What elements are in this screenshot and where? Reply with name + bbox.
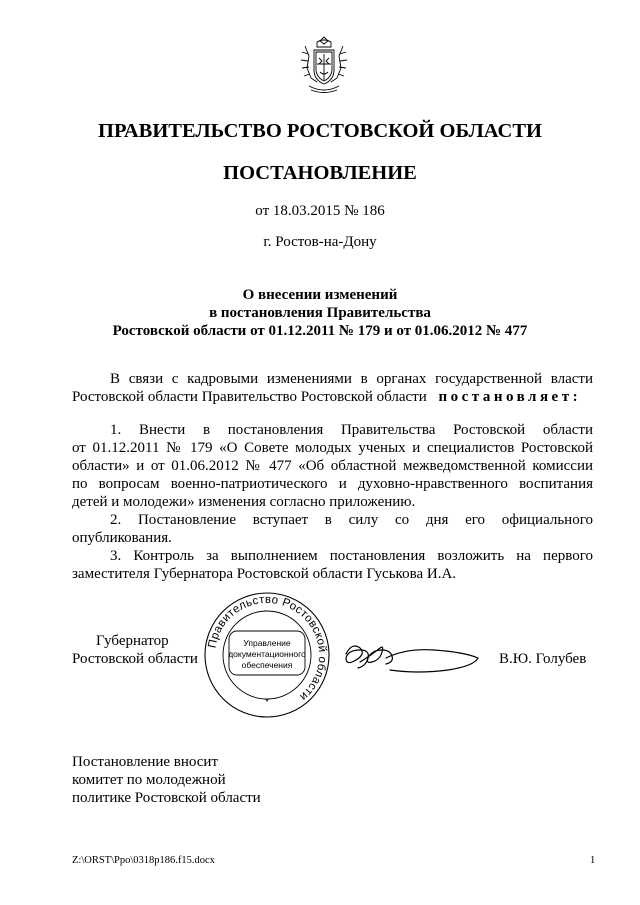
organization-title: ПРАВИТЕЛЬСТВО РОСТОВСКОЙ ОБЛАСТИ bbox=[98, 120, 542, 142]
text-line: заместителя Губернатора Ростовской области Гуськова И.А. bbox=[72, 566, 457, 582]
page-number: 1 bbox=[590, 855, 596, 866]
subject-line: Ростовской области от 01.12.2011 № 179 и от 01.06.2012 № 477 bbox=[112, 323, 528, 339]
governor-title-line2: Ростовской области bbox=[72, 651, 198, 667]
text-line: 3. Контроль за выполнением постановления возложить на первого bbox=[110, 548, 593, 564]
stamp-inner-line: документационного bbox=[228, 649, 306, 659]
coat-of-arms-emblem bbox=[297, 34, 351, 96]
subject-heading bbox=[0, 286, 640, 340]
text-line: 1. Внести в постановления Правительства Ростовской области bbox=[110, 422, 593, 438]
decree-keyword: постановляет: bbox=[438, 389, 582, 405]
text-line bbox=[72, 388, 593, 406]
handwritten-signature bbox=[340, 636, 480, 678]
text-line: детей и молодежи» изменения согласно приложению. bbox=[72, 494, 416, 510]
text-fragment: Ростовской области Правительство Ростовской области bbox=[72, 389, 427, 405]
decree-item-1 bbox=[72, 421, 593, 511]
decree-item-2 bbox=[72, 511, 593, 547]
subject-line: в постановления Правительства bbox=[209, 305, 431, 321]
text-line: опубликования. bbox=[72, 530, 172, 546]
submitter-block bbox=[72, 753, 261, 807]
stamp-outer-text: Правительство Ростовской области bbox=[206, 593, 329, 703]
submitter-line: комитет по молодежной bbox=[72, 772, 226, 788]
governor-title-line1: Губернатор bbox=[96, 633, 169, 649]
text-line: 2. Постановление вступает в силу со дня его официального bbox=[110, 512, 593, 528]
document-type-title: ПОСТАНОВЛЕНИЕ bbox=[223, 162, 417, 184]
stamp-inner-line: обеспечения bbox=[241, 660, 293, 670]
date-number: от 18.03.2015 № 186 bbox=[255, 203, 385, 219]
text-line: В связи с кадровыми изменениями в органах государственной власти bbox=[110, 371, 593, 387]
official-stamp bbox=[203, 591, 331, 719]
stamp-inner-line: Управление bbox=[243, 638, 291, 648]
text-line: по вопросам военно-патриотического и духовно-нравственного воспитания bbox=[72, 476, 593, 492]
subject-line: О внесении изменений bbox=[242, 287, 398, 303]
decree-item-3 bbox=[72, 547, 593, 583]
text-line: от 01.12.2011 № 179 «О Совете молодых ученых и специалистов Ростовской bbox=[72, 440, 593, 456]
submitter-line: Постановление вносит bbox=[72, 754, 219, 770]
text-line: области» и от 01.06.2012 № 477 «Об областной межведомственной комиссии bbox=[72, 458, 593, 474]
submitter-line: политике Ростовской области bbox=[72, 790, 261, 806]
signatory-name: В.Ю. Голубев bbox=[499, 651, 587, 667]
stamp-star-mark: * bbox=[265, 697, 269, 707]
city: г. Ростов-на-Дону bbox=[263, 234, 377, 250]
intro-paragraph bbox=[72, 370, 593, 406]
file-path: Z:\ORST\Ppo\0318p186.f15.docx bbox=[72, 855, 215, 866]
